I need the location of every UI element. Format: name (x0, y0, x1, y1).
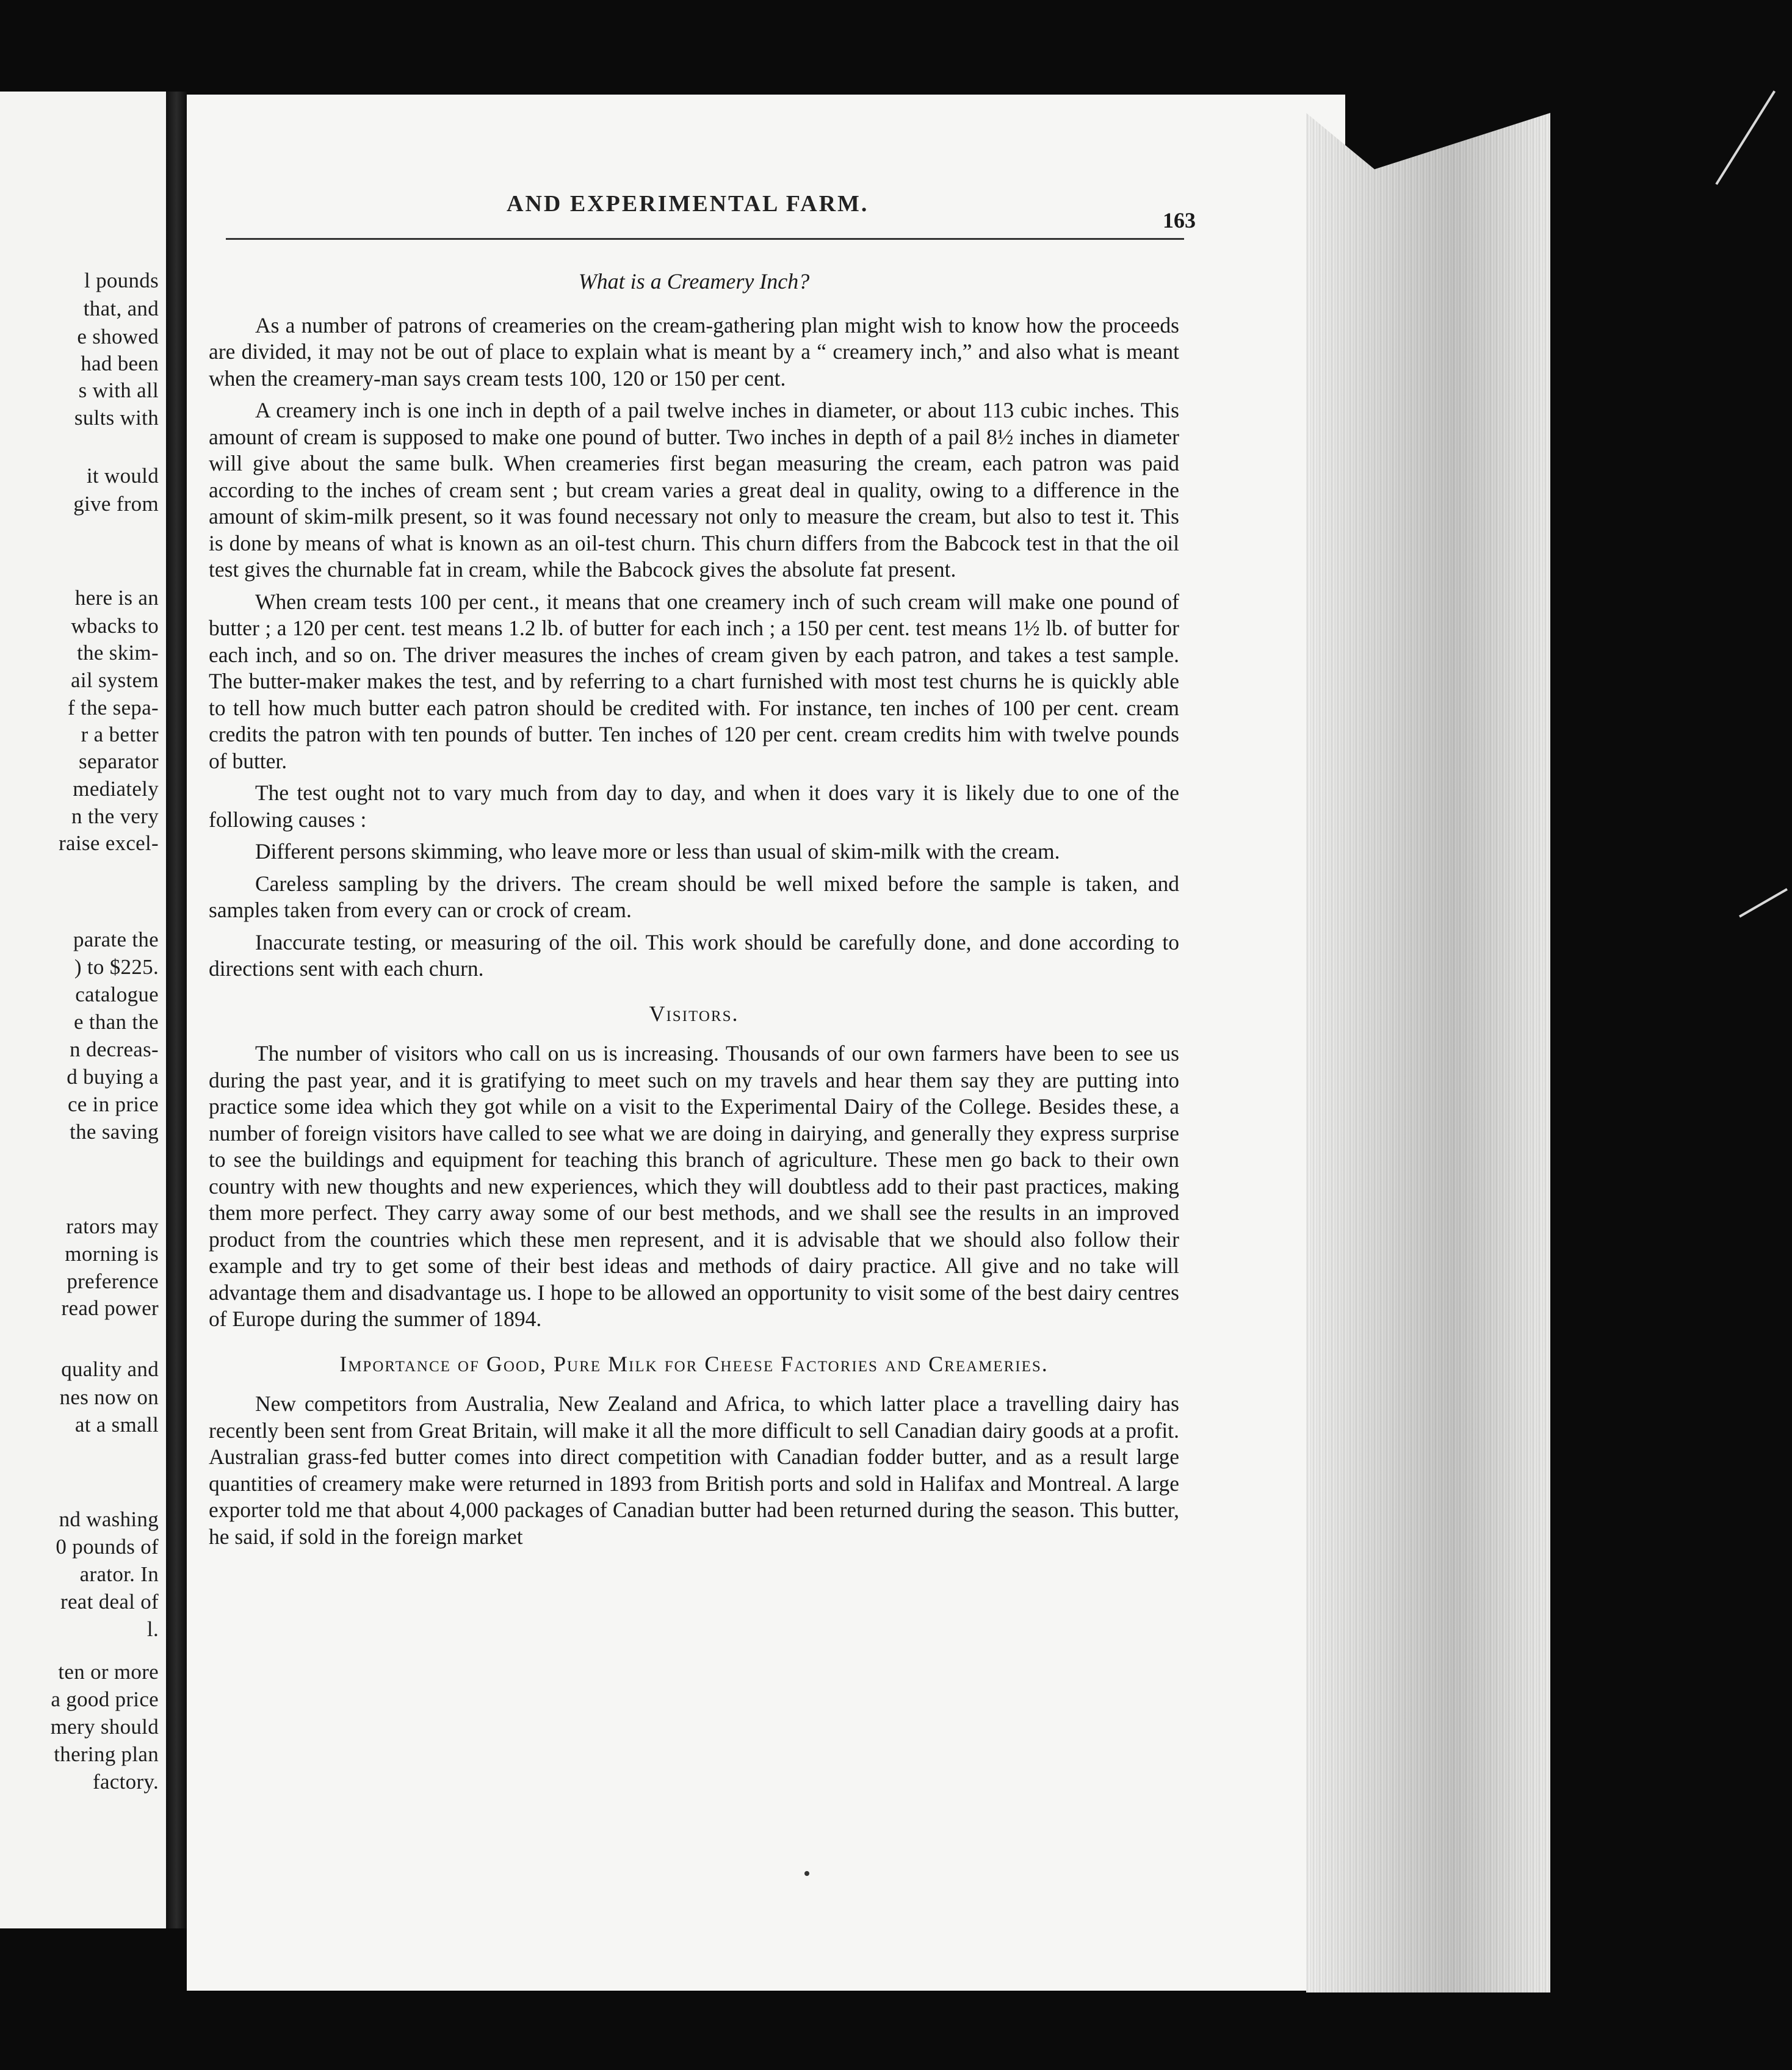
page-number: 163 (1163, 208, 1196, 233)
page-speck (804, 1871, 809, 1876)
left-page-line: factory. (93, 1770, 159, 1794)
left-page-line: s with all (78, 378, 159, 402)
left-page-line: here is an (74, 586, 159, 610)
section-heading-creamery-inch: What is a Creamery Inch? (578, 269, 810, 294)
left-page-line: 0 pounds of (56, 1535, 159, 1559)
left-page-line: thering plan (54, 1742, 159, 1766)
left-page-line: wbacks to (71, 614, 159, 638)
left-page-line: r a better (81, 723, 159, 746)
paragraph: A creamery inch is one inch in depth of a pail twelve inches in diameter, or about 113 cubic inches. This amount of cream is supposed to make one pound of butter. Two inches in depth of a pail 8½ inches in diameter will give about the same bulk. When creameries first began measuring the cream, each patron was paid according to the inches of cream sent ; but cream varies a great deal in quality, owing to a difference in the amount of skim-milk present, so it was found necessary not only to measure the cream, but also to test it. This is done by means of what is known as an oil-test churn. This churn differs from the Babcock test in that the oil test gives the churnable fat in cream, while the Babcock gives the absolute fat present. (209, 398, 1179, 582)
page-edges (1306, 113, 1550, 1992)
left-page-line: morning is (65, 1242, 159, 1266)
left-page-line: reat deal of (60, 1590, 159, 1614)
paragraph: The test ought not to vary much from day to day, and when it does vary it is likely due to one of the following causes : (209, 781, 1179, 832)
left-page-line: give from (73, 492, 159, 516)
paragraph: New competitors from Australia, New Zealand and Africa, to which latter place a travelling dairy has recently been sent from Great Britain, will make it all the more difficult to sell Canadian dairy goods at a profit. Australian grass-fed butter comes into direct competition with Canadian fodder butter, and as a result large quantities of creamery make were returned in 1893 from British ports and sold in Halifax and Montreal. A large exporter told me that about 4,000 packages of Canadian butter had been returned during the season. This butter, he said, if sold in the foreign market (209, 1391, 1179, 1549)
paragraph: Careless sampling by the drivers. The cream should be well mixed before the sample is taken, and samples taken from every can or crock of cream. (209, 871, 1179, 922)
left-page-line: parate the (73, 928, 159, 951)
film-scratch (1739, 888, 1788, 917)
left-page-line: n decreas- (70, 1037, 159, 1061)
left-page-line: at a small (74, 1413, 159, 1437)
left-page-line: ten or more (58, 1660, 159, 1684)
left-page-line: n the very (71, 804, 159, 828)
film-scratch (1715, 90, 1776, 185)
book-gutter (166, 92, 187, 1928)
paragraph: The number of visitors who call on us is increasing. Thousands of our own farmers have been to see us during the past year, and it is gratifying to meet such on my travels and hear them say they are putting into practice some idea which they got while on a visit to the Experimental Dairy of the College. Besides these, a number of foreign visitors have called to see what we are doing in dairying, and generally they express surprise to see the buildings and equipment for teaching this branch of agriculture. These men go back to their own country with new thoughts and new experiences, which they will doubtless add to their past practices, making them more perfect. They carry away some of our best methods, and we shall see the results in an improved product from the countries which these men represent, and it is advisable that we should also follow their example and try to get some of their best ideas and methods of dairy practice. All give and no take will advantage them and disadvantage us. I hope to be allowed an opportunity to visit some of the best dairy centres of Europe during the summer of 1894. (209, 1041, 1179, 1331)
left-page-line: preference (67, 1269, 159, 1293)
left-page-line: raise excel- (59, 831, 159, 855)
left-page-line: quality and (61, 1357, 159, 1381)
left-page-line: nes now on (59, 1385, 159, 1409)
left-page-line: sults with (74, 406, 159, 430)
left-page-line: l. (146, 1617, 159, 1641)
left-page-line: e showed (77, 325, 159, 348)
left-page-line: mery should (50, 1715, 159, 1739)
left-page-line: the skim- (77, 641, 159, 665)
left-page-line: e than the (73, 1010, 159, 1034)
left-page-line: ail system (71, 668, 159, 692)
paragraph: Different persons skimming, who leave more or less than usual of skim-milk with the cream. (255, 839, 1060, 864)
left-facing-page (0, 92, 166, 1928)
left-page-line: that, and (83, 297, 159, 320)
left-page-line: read power (61, 1296, 159, 1320)
left-page-line: ) to $225. (74, 955, 159, 979)
header-rule (226, 238, 1184, 240)
left-page-line: mediately (73, 777, 159, 801)
left-page-line: f the sepa- (67, 696, 159, 719)
paragraph: Inaccurate testing, or measuring of the oil. This work should be carefully done, and done according to directions sent with each churn. (209, 929, 1179, 981)
paragraph: When cream tests 100 per cent., it means that one creamery inch of such cream will make one pound of butter ; a 120 per cent. test means 1.2 lb. of butter for each inch ; a 150 per cent. test means 1½ lb. of butter for each inch, and so on. The driver measures the inches of cream given by each patron, and takes a test sample. The butter-maker makes the test, and by referring to a chart furnished with most test churns he is quickly able to tell how much butter each patron should be credited with. For instance, ten inches of 100 per cent. cream credits the patron with ten pounds of butter. Ten inches of 120 per cent. cream credits him with twelve pounds of butter. (209, 589, 1179, 773)
left-page-line: l pounds (84, 269, 159, 292)
left-page-line: ce in price (67, 1092, 159, 1116)
left-page-line: the saving (70, 1120, 159, 1144)
left-page-line: catalogue (75, 983, 159, 1006)
left-page-line: d buying a (67, 1065, 159, 1089)
left-page-line: nd washing (59, 1507, 159, 1531)
paragraph: As a number of patrons of creameries on the cream-gathering plan might wish to know how the proceeds are divided, it may not be out of place to explain what is meant by a “ creamery inch,” and also what is meant when the creamery-man says cream tests 100, 120 or 150 per cent. (209, 312, 1179, 391)
running-head: AND EXPERIMENTAL FARM. (507, 191, 869, 217)
section-heading-visitors: Visitors. (649, 1001, 739, 1026)
page-content (209, 269, 1179, 1556)
left-page-line: rators may (66, 1214, 159, 1238)
left-page-line: arator. In (79, 1562, 159, 1586)
left-page-line: it would (86, 464, 159, 488)
left-page-line: had been (81, 352, 159, 375)
left-page-line: separator (79, 749, 159, 773)
left-page-line: a good price (51, 1687, 159, 1711)
section-heading-pure-milk: Importance of Good, Pure Milk for Cheese Factories and Creameries. (339, 1351, 1049, 1376)
